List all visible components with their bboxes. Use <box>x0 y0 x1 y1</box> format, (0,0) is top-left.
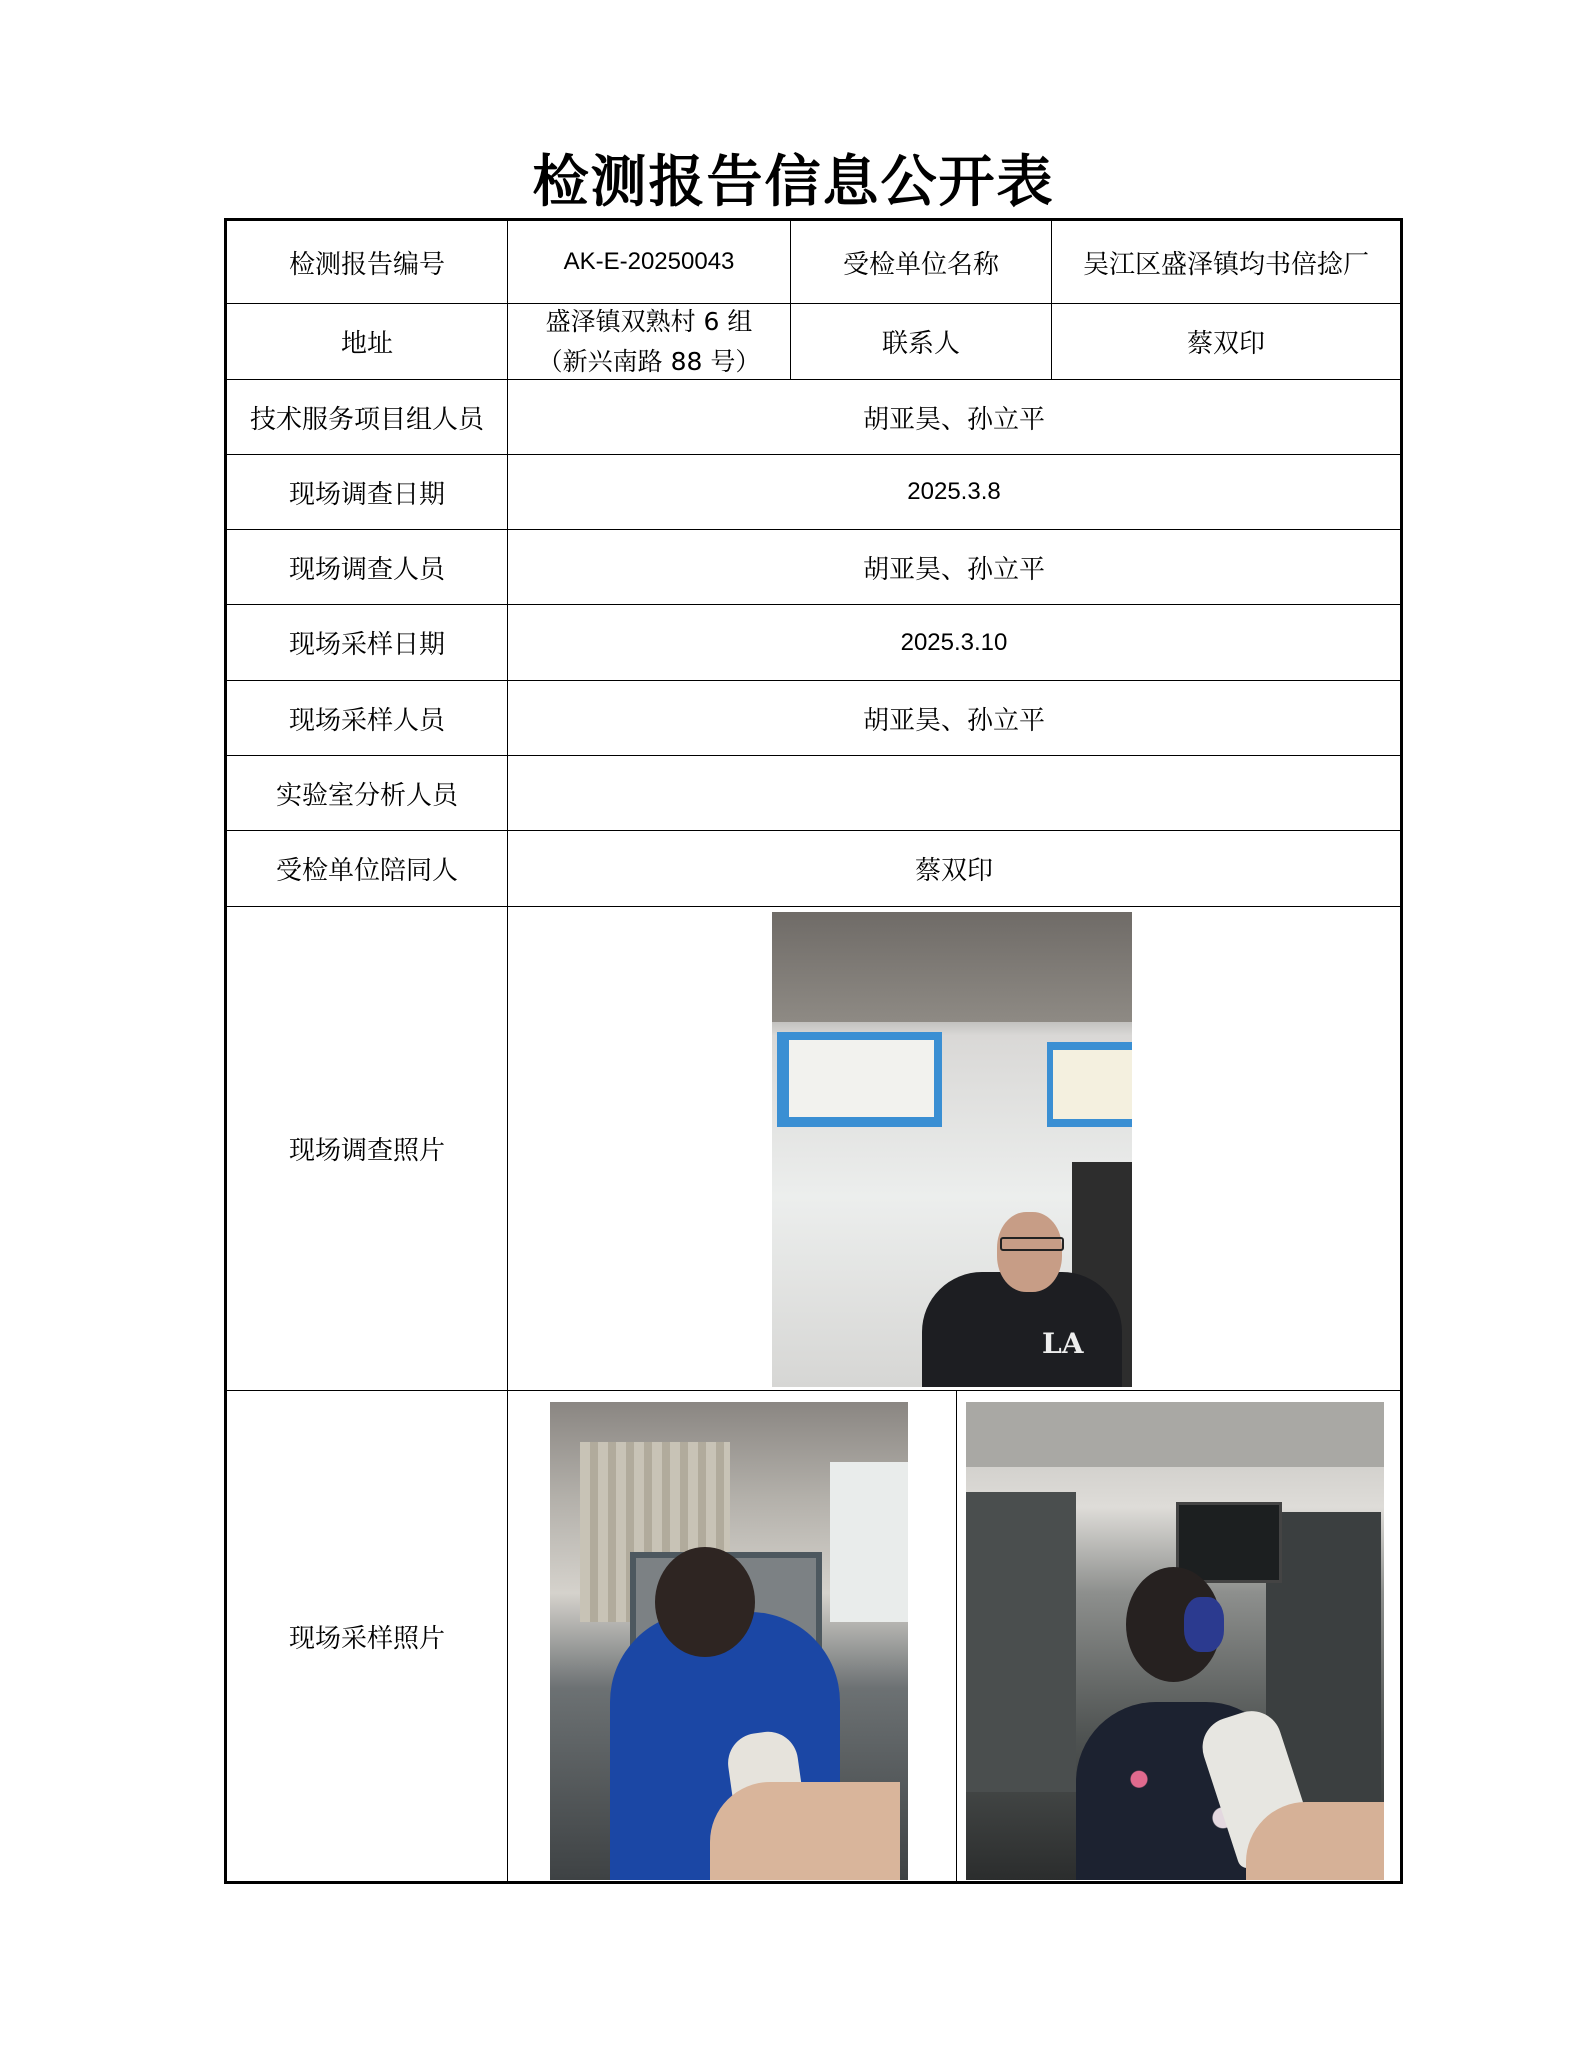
sampling-photo-2 <box>966 1402 1384 1880</box>
sampling-date-value: 2025.3.10 <box>508 605 1400 681</box>
window <box>830 1462 908 1622</box>
survey-photo <box>772 912 1132 1387</box>
person-head <box>997 1212 1062 1292</box>
sampling-photo-label: 现场采样照片 <box>227 1391 508 1881</box>
ceiling-beam <box>966 1402 1384 1467</box>
survey-date-label: 现场调查日期 <box>227 455 508 530</box>
wall-notice-board <box>777 1032 942 1127</box>
hair-clip <box>1184 1597 1224 1652</box>
contact-label: 联系人 <box>791 304 1052 380</box>
page-title: 检测报告信息公开表 <box>532 150 1055 215</box>
escort-label: 受检单位陪同人 <box>227 831 508 907</box>
jacket-logo: LA <box>1042 1327 1084 1360</box>
unit-name-value: 吴江区盛泽镇均书倍捻厂 <box>1052 221 1400 304</box>
sampling-staff-value: 胡亚昊、孙立平 <box>508 681 1400 756</box>
address-line-1: 盛泽镇双熟村 6 组 <box>545 306 753 336</box>
twisting-machine <box>966 1492 1076 1792</box>
team-label: 技术服务项目组人员 <box>227 380 508 455</box>
team-value: 胡亚昊、孙立平 <box>508 380 1400 455</box>
lab-staff-value <box>508 756 1400 831</box>
report-no-label: 检测报告编号 <box>227 221 508 304</box>
glasses <box>1000 1237 1064 1251</box>
sampling-photo-1 <box>550 1402 908 1880</box>
survey-photo-label: 现场调查照片 <box>227 907 508 1391</box>
address-label: 地址 <box>227 304 508 380</box>
sampling-date-label: 现场采样日期 <box>227 605 508 681</box>
address-line-2: （新兴南路 88 号） <box>537 346 761 376</box>
escort-value: 蔡双印 <box>508 831 1400 907</box>
address-value <box>508 304 791 380</box>
survey-staff-label: 现场调查人员 <box>227 530 508 605</box>
sampling-staff-label: 现场采样人员 <box>227 681 508 756</box>
survey-staff-value: 胡亚昊、孙立平 <box>508 530 1400 605</box>
report-no-value: AK-E-20250043 <box>508 221 791 304</box>
contact-value: 蔡双印 <box>1052 304 1400 380</box>
survey-date-value: 2025.3.8 <box>508 455 1400 530</box>
hand <box>710 1782 900 1880</box>
wall-notice-board <box>1047 1042 1132 1127</box>
lab-staff-label: 实验室分析人员 <box>227 756 508 831</box>
person-head <box>655 1547 755 1657</box>
unit-name-label: 受检单位名称 <box>791 221 1052 304</box>
ceiling <box>772 912 1132 1022</box>
